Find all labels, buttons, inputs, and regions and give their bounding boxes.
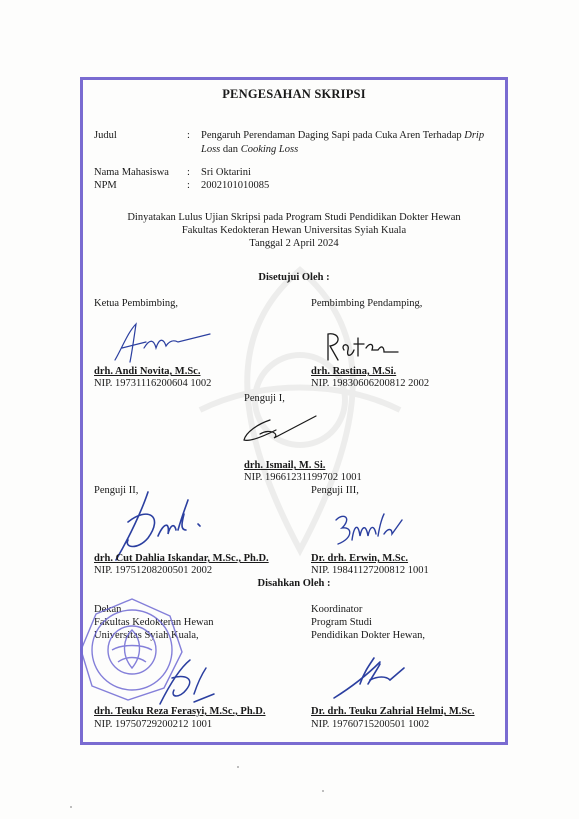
penguji1-name: drh. Ismail, M. Si. [244, 460, 326, 471]
dekan-role-line2: Fakultas Kedokteran Hewan [94, 617, 214, 628]
npm-label: NPM [94, 180, 117, 191]
pendamping-signature [322, 330, 402, 362]
penguji3-signature [330, 510, 410, 558]
koordinator-signature [330, 654, 410, 704]
penguji2-role: Penguji II, [94, 485, 139, 496]
npm-colon: : [187, 180, 190, 191]
penguji1-signature [240, 412, 320, 446]
pendamping-name: drh. Rastina, M.Si. [311, 366, 397, 377]
ketua-role: Ketua Pembimbing, [94, 298, 178, 309]
koordinator-nip: NIP. 19760715200501 1002 [311, 719, 430, 730]
koordinator-role-line2: Program Studi [311, 617, 372, 628]
pendamping-role: Pembimbing Pendamping, [311, 298, 423, 309]
penguji1-role: Penguji I, [244, 393, 285, 404]
penguji3-nip: NIP. 19841127200812 1001 [311, 565, 429, 576]
nama-label: Nama Mahasiswa [94, 167, 169, 178]
dekan-nip: NIP. 19750729200212 1001 [94, 719, 213, 730]
judul-label: Judul [94, 130, 117, 141]
ketua-signature [110, 318, 220, 368]
statement-line2: Fakultas Kedokteran Hewan Universitas Syiah Kuala [181, 225, 407, 236]
scan-speck [70, 806, 72, 808]
koordinator-name: Dr. drh. Teuku Zahrial Helmi, M.Sc. [311, 706, 475, 717]
dekan-role-line1: Dekan [94, 604, 122, 615]
npm-value: 2002101010085 [201, 180, 270, 191]
statement-date: Tanggal 2 April 2024 [249, 238, 339, 249]
koordinator-role-line3: Pendidikan Dokter Hewan, [311, 630, 426, 641]
penguji3-role: Penguji III, [311, 485, 359, 496]
ratified-heading: Disahkan Oleh : [257, 578, 331, 589]
penguji2-nip: NIP. 19751208200501 2002 [94, 565, 213, 576]
scan-speck [237, 766, 239, 768]
penguji2-name: drh. Cut Dahlia Iskandar, M.Sc., Ph.D. [94, 553, 269, 564]
ketua-nip: NIP. 19731116200604 1002 [94, 378, 212, 389]
nama-value: Sri Oktarini [201, 167, 251, 178]
koordinator-role-line1: Koordinator [311, 604, 363, 615]
judul-colon: : [187, 130, 190, 141]
penguji3-name: Dr. drh. Erwin, M.Sc. [311, 553, 409, 564]
penguji1-nip: NIP. 19661231199702 1001 [244, 472, 362, 483]
ketua-name: drh. Andi Novita, M.Sc. [94, 366, 201, 377]
statement-line1: Dinyatakan Lulus Ujian Skripsi pada Program Studi Pendidikan Dokter Hewan [127, 212, 461, 223]
pendamping-nip: NIP. 19830606200812 2002 [311, 378, 430, 389]
dekan-name: drh. Teuku Reza Ferasyi, M.Sc., Ph.D. [94, 706, 266, 717]
scan-speck [322, 790, 324, 792]
dekan-role-line3: Universitas Syiah Kuala, [94, 630, 199, 641]
approved-heading: Disetujui Oleh : [258, 272, 330, 283]
judul-value-line2: Loss dan Cooking Loss [201, 144, 299, 155]
judul-value-line1: Pengaruh Perendaman Daging Sapi pada Cuka Aren Terhadap Drip [201, 130, 485, 141]
nama-colon: : [187, 167, 190, 178]
page-title: PENGESAHAN SKRIPSI [222, 87, 366, 101]
